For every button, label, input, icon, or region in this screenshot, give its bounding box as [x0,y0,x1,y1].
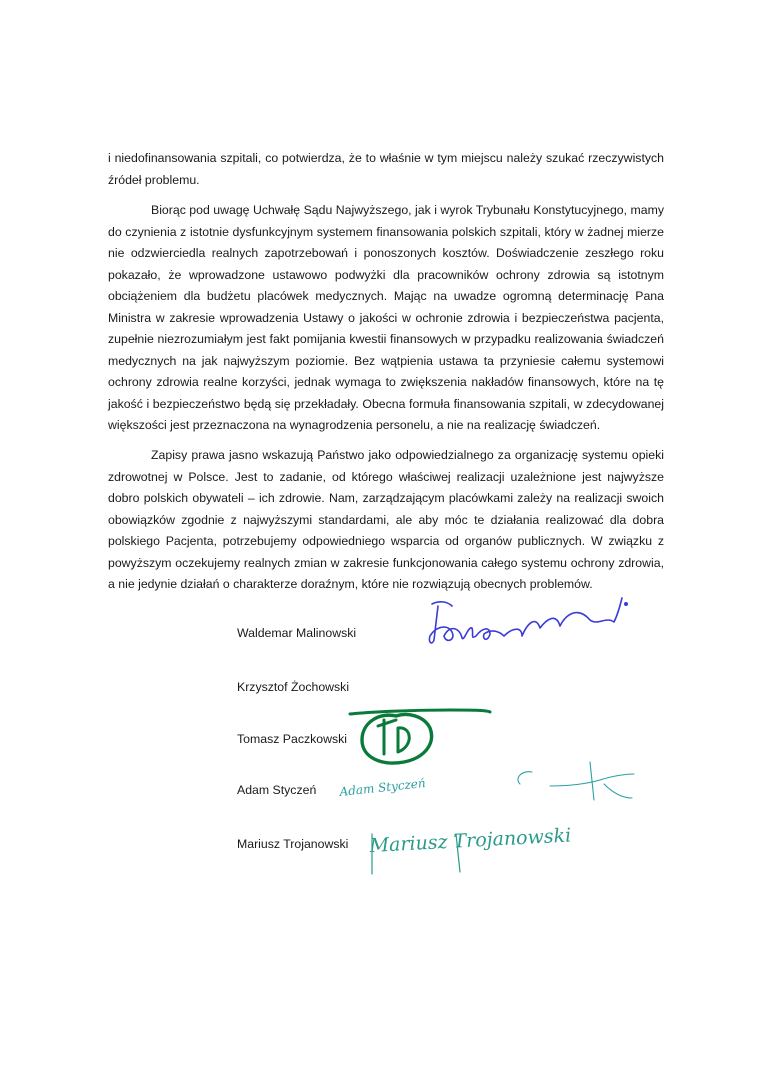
signature-paczkowski [350,710,490,763]
signatory-name-styczen: Adam Styczeń [237,783,317,797]
signature-styczen [338,762,634,800]
paragraph-3: Zapisy prawa jasno wskazują Państwo jako odpowiedzialnego za organizację systemu opieki zdrowotnej w Polsce. Jest to zadanie, od którego właściwej realizacji uzależnione jest najwyższe dobro polskich obywateli – ich zdrowie. Nam, zarządzającym placówkami zależy na realizacji swoich obowiązków zgodnie z najwyższymi standardami, ale aby móc te działania realizować dla dobra polskiego Pacjenta, potrzebujemy odpowiedniego wsparcia od organów publicznych. W związku z powyższym oczekujemy realnych zmian w zakresie funkcjonowania całego systemu ochrony zdrowia, a nie jedynie działań o charakterze doraźnym, które nie rozwiązują obecnych problemów. [108,448,664,591]
signatory-name-zochowski: Krzysztof Żochowski [237,680,350,694]
paragraph-2: Biorąc pod uwagę Uchwałę Sądu Najwyższego, jak i wyrok Trybunału Konstytucyjnego, mamy do czynienia z istotnie dysfunkcyjnym systemem finansowania polskich szpitali, który w żadnej mierze nie odzwierciedla realnych zapotrzebowań i ponoszonych kosztów. Doświadczenie zeszłego roku pokazało, że wprowadzone ustawowo podwyżki dla pracowników ochrony zdrowia są istotnym obciążeniem dla budżetu placówek medycznych. Mając na uwadze ogromną determinację Pana Ministra w zakresie wprowadzenia Ustawy o jakości w ochronie zdrowia i bezpieczeństwa pacjenta, zupełnie niezrozumiałym jest fakt pomijania kwestii finansowych w przypadku realizowania świadczeń medycznych na jak najwyższym poziomie. Bez wątpienia ustawa ta przyniesie całemu systemowi ochrony zdrowia realne korzyści, jednak wymaga to zwiększenia nakładów finansowych, które na tę jakość i bezpieczeństwo będą się przekładały. Obecna formuła finansowania szpitali, w zdecydowanej większości jest przeznaczona na wynagrodzenia personelu, a nie na realizację świadczeń. [108,203,664,432]
paragraph-1: i niedofinansowania szpitali, co potwierdza, że to właśnie w tym miejscu należy szukać rzeczywistych źródeł problemu. [108,151,664,187]
signatory-name-paczkowski: Tomasz Paczkowski [237,732,348,746]
svg-text:Mariusz Trojanowski: Mariusz Trojanowski [369,824,572,857]
signature-malinowski [429,598,627,643]
signatory-name-trojanowski: Mariusz Trojanowski [237,837,349,851]
signature-trojanowski [368,824,572,874]
signatory-name-malinowski: Waldemar Malinowski [237,626,357,640]
svg-text:Adam Styczeń: Adam Styczeń [338,776,427,799]
